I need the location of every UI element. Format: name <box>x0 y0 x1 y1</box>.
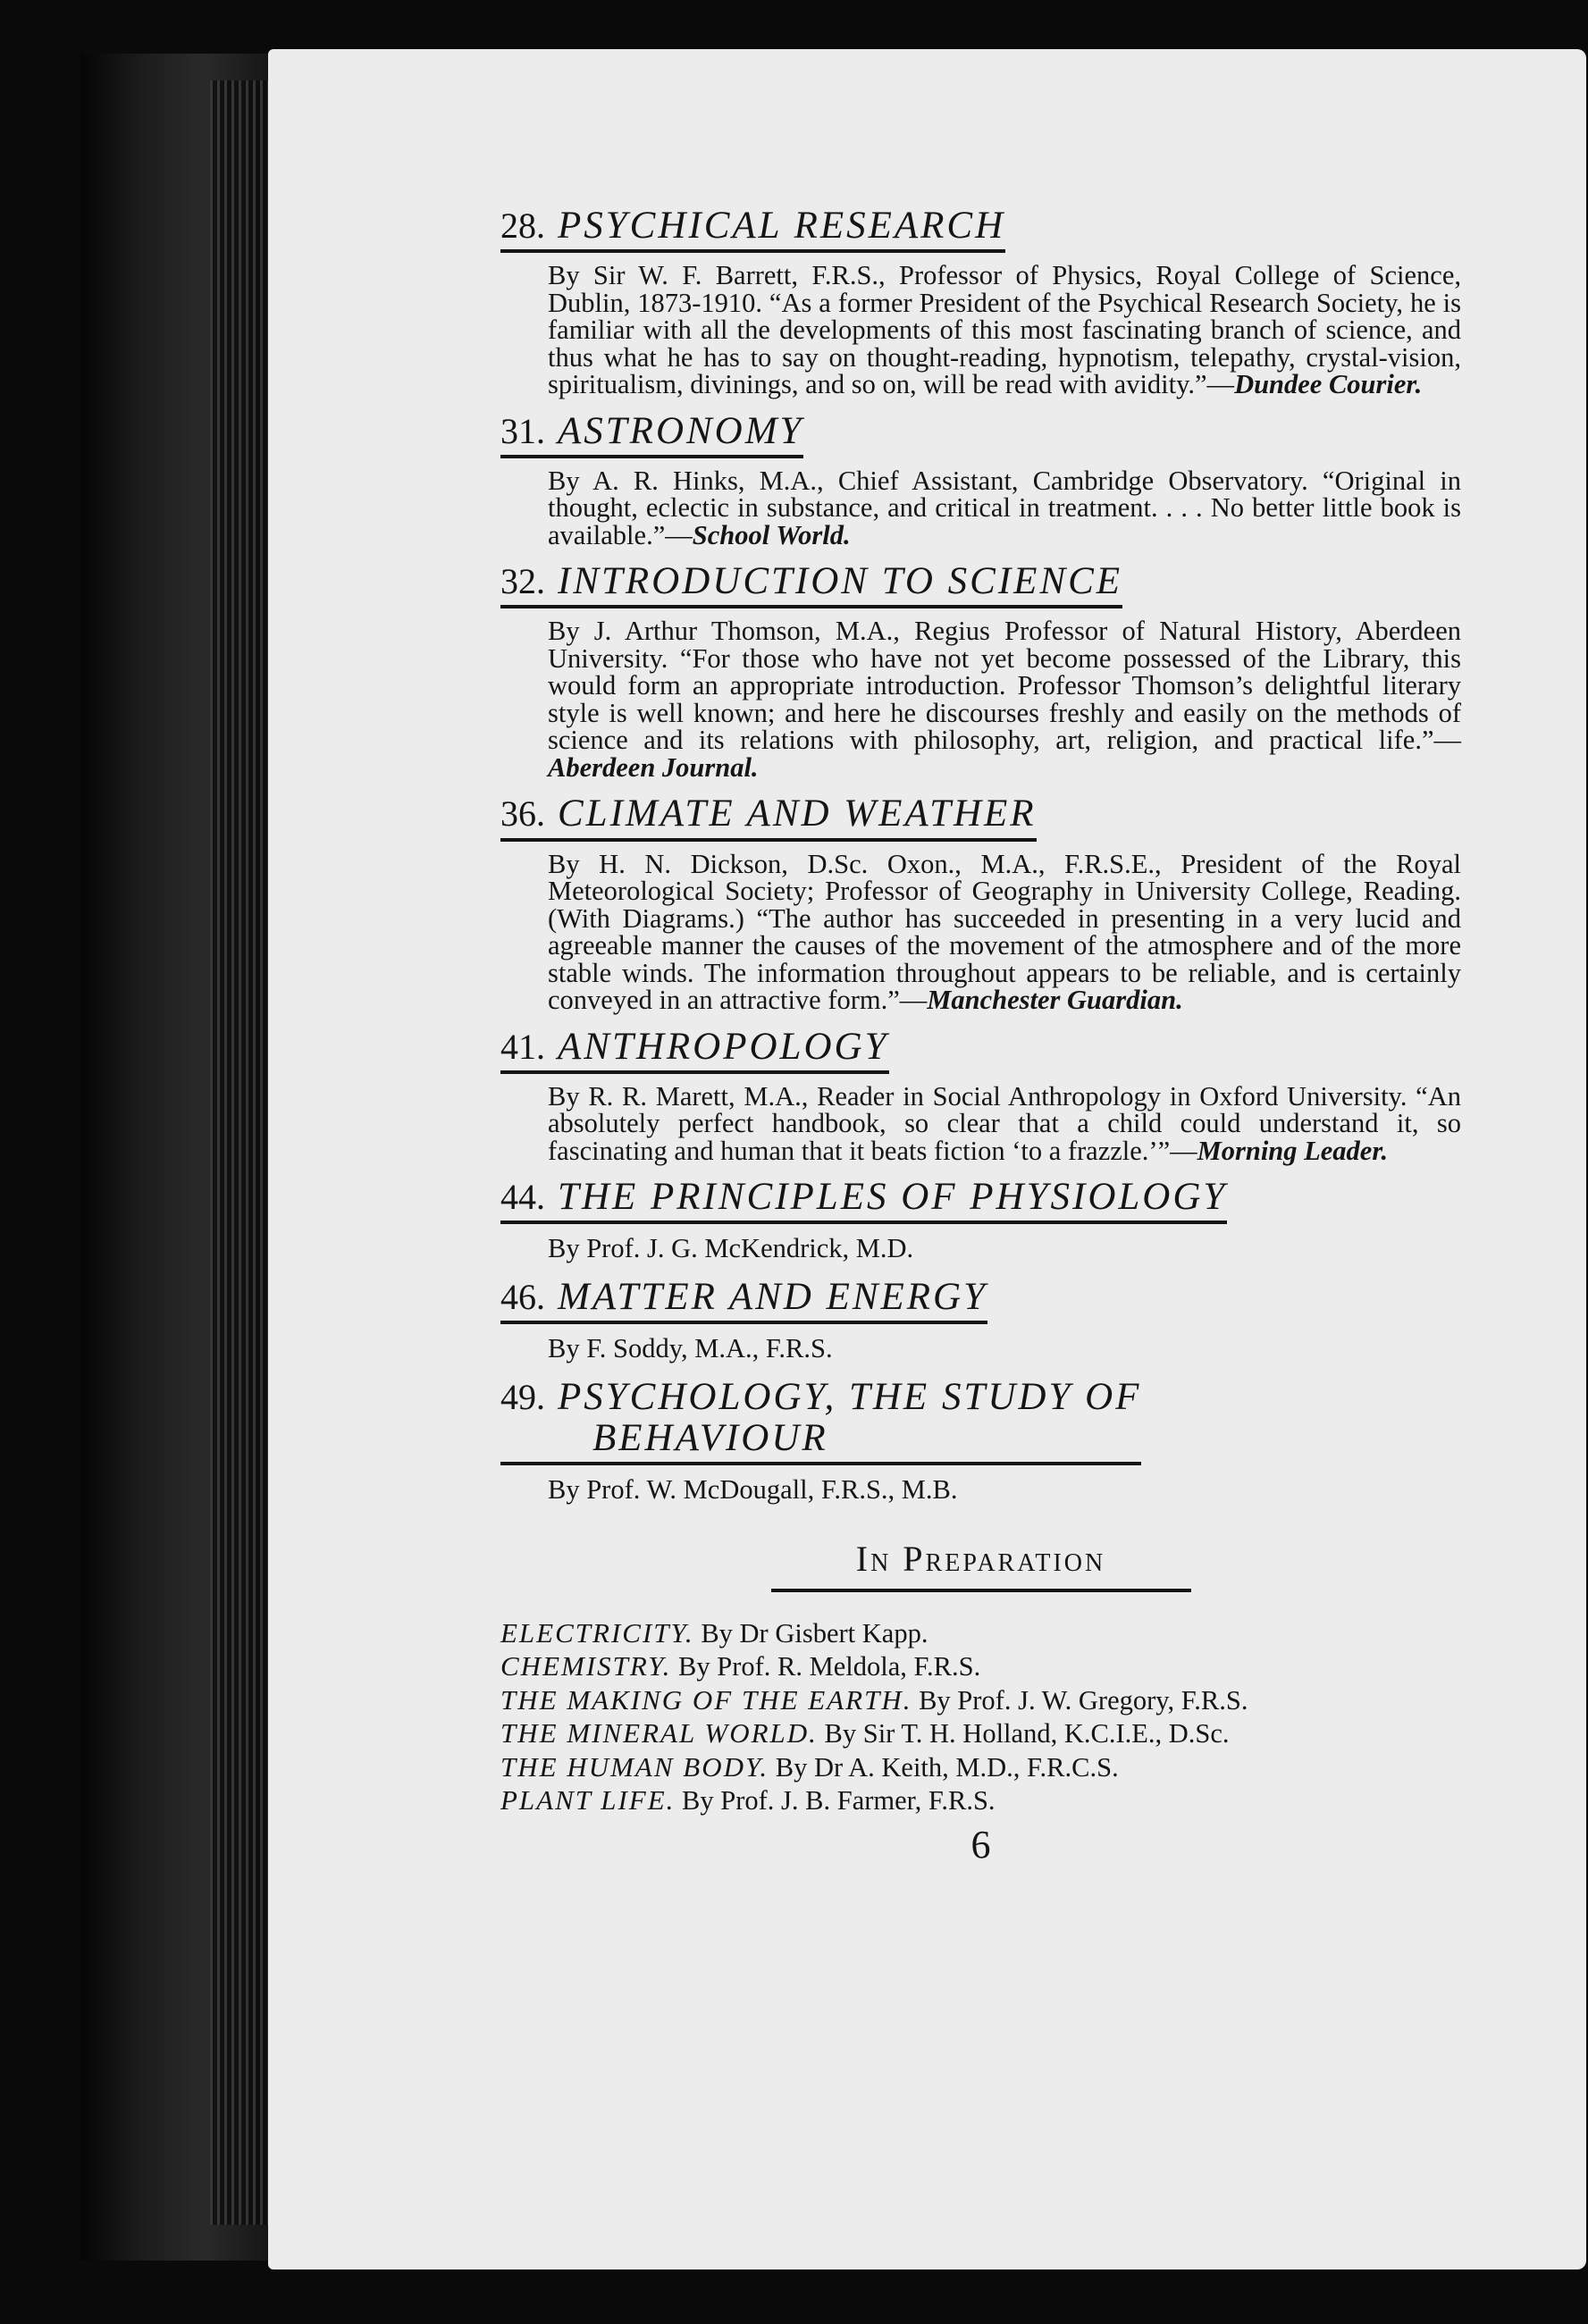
entry-number: 32. <box>500 561 545 602</box>
entry-heading <box>500 1027 889 1074</box>
entry-number: 31. <box>500 410 545 451</box>
entry-psychical-research <box>500 206 1461 399</box>
entry-title: CLIMATE AND WEATHER <box>558 793 1037 835</box>
entry-description: By A. R. Hinks, M.A., Chief Assistant, Cambridge Observatory. “Original in thought, eclectic in substance, and critical in treatment. . . . No better little book is available.”—School World. <box>548 465 1461 550</box>
entry-title: ASTRONOMY <box>558 409 804 452</box>
in-preparation-list <box>500 1616 1461 1816</box>
entry-number: 44. <box>500 1177 545 1218</box>
entry-heading <box>500 411 803 458</box>
entry-number: 49. <box>500 1377 545 1418</box>
entry-title: ANTHROPOLOGY <box>558 1025 889 1068</box>
entry-anthropology <box>500 1027 1461 1165</box>
list-item: ELECTRICITY. By Dr Gisbert Kapp. <box>500 1616 928 1649</box>
heading-rule <box>771 1589 1191 1592</box>
entry-astronomy <box>500 411 1461 550</box>
entry-author: By Prof. J. G. McKendrick, M.D. <box>548 1233 914 1264</box>
entry-description: By R. R. Marett, M.A., Reader in Social Anthropology in Oxford University. “An absolutely perfect handbook, so clear that a child could understand it, so fascinating and human that it beats fiction ‘to a frazzle.’”—Morning Leader. <box>548 1080 1461 1166</box>
entry-number: 46. <box>500 1277 545 1318</box>
entry-number: 41. <box>500 1026 545 1067</box>
review-source: School World. <box>692 519 851 550</box>
entry-heading <box>500 1177 1227 1224</box>
review-source: Manchester Guardian. <box>927 985 1183 1016</box>
entry-climate-and-weather <box>500 793 1461 1016</box>
list-item: THE HUMAN BODY. By Dr A. Keith, M.D., F.R.C.S. <box>500 1750 1119 1783</box>
entry-heading <box>500 561 1122 608</box>
list-item: THE MAKING OF THE EARTH. By Prof. J. W. Gregory, F.R.S. <box>500 1683 1248 1716</box>
entry-title: THE PRINCIPLES OF PHYSIOLOGY <box>558 1176 1228 1219</box>
entry-description: By Sir W. F. Barrett, F.R.S., Professor of Physics, Royal College of Science, Dublin, 1873-1910. “As a former President of the Psychical Research Society, he is familiar with all the developments of this most fascinating branch of science, and thus what he has to say on thought-reading, hypnotism, telepathy, crystal-vision, spiritualism, divinings, and so on, will be read with avidity.”—Dundee Courier. <box>548 260 1461 400</box>
review-source: Dundee Courier. <box>1234 369 1423 400</box>
entry-matter-and-energy <box>500 1277 1461 1364</box>
page-edges <box>210 80 273 2225</box>
review-source: Morning Leader. <box>1197 1135 1389 1166</box>
entry-title: PSYCHICAL RESEARCH <box>558 205 1006 247</box>
entry-title: INTRODUCTION TO SCIENCE <box>558 560 1123 603</box>
list-item: THE MINERAL WORLD. By Sir T. H. Holland, K.C.I.E., D.Sc. <box>500 1717 1230 1749</box>
entry-title: MATTER AND ENERGY <box>558 1276 988 1319</box>
entry-heading <box>500 1377 1141 1464</box>
entry-psychology <box>500 1377 1461 1505</box>
list-item: PLANT LIFE. By Prof. J. B. Farmer, F.R.S. <box>500 1784 996 1816</box>
entry-heading <box>500 1277 987 1324</box>
entry-title-continued: BEHAVIOUR <box>592 1416 828 1459</box>
page-content <box>500 206 1461 1867</box>
review-source: Aberdeen Journal. <box>548 751 759 783</box>
entry-heading <box>500 206 1005 253</box>
in-preparation-heading: In Preparation <box>855 1538 1106 1579</box>
entry-title: PSYCHOLOGY, THE STUDY OF <box>558 1376 1142 1419</box>
entry-author: By Prof. W. McDougall, F.R.S., M.B. <box>548 1473 958 1505</box>
entry-description: By J. Arthur Thomson, M.A., Regius Professor of Natural History, Aberdeen University. “For those who have not yet become possessed of the Library, this would form an appropriate introduction. Professor Thomson’s delightful literary style is well known; and here he discourses freshly and easily on the methods of science and its relations with philosophy, art, religion, and practical life.”—Aberdeen Journal. <box>548 616 1461 783</box>
list-item: CHEMISTRY. By Prof. R. Meldola, F.R.S. <box>500 1650 981 1682</box>
entry-number: 28. <box>500 206 545 246</box>
entry-description: By H. N. Dickson, D.Sc. Oxon., M.A., F.R.S.E., President of the Royal Meteorological Society; Professor of Geography in University College, Reading. (With Diagrams.) “The author has succeeded in presenting in a very lucid and agreeable manner the causes of the movement of the atmosphere and of the more stable winds. The information throughout appears to be reliable, and is certainly conveyed in an attractive form.”—Manchester Guardian. <box>548 848 1461 1016</box>
page-number: 6 <box>970 1822 991 1867</box>
entry-author: By F. Soddy, M.A., F.R.S. <box>548 1333 833 1364</box>
entry-number: 36. <box>500 793 545 835</box>
entry-heading <box>500 793 1037 841</box>
entry-principles-of-physiology <box>500 1177 1461 1264</box>
entry-introduction-to-science <box>500 561 1461 781</box>
